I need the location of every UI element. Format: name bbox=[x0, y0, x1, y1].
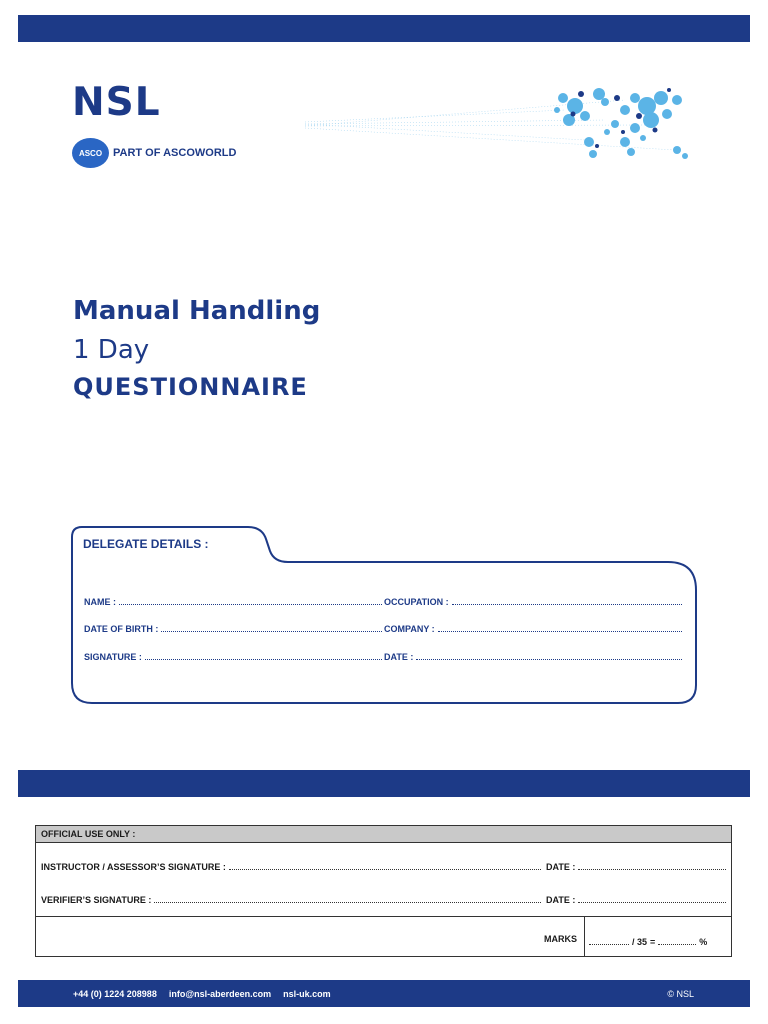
instructor-signature-field[interactable] bbox=[41, 862, 541, 872]
verifier-date-line[interactable] bbox=[578, 895, 726, 903]
footer-phone[interactable]: +44 (0) 1224 208988 bbox=[73, 988, 157, 999]
date-of-birth-label: DATE OF BIRTH : bbox=[84, 624, 159, 634]
footer-bar bbox=[18, 980, 750, 1007]
name-field[interactable] bbox=[84, 597, 382, 607]
delegate-details-frame bbox=[70, 525, 700, 705]
marks-total: / 35 bbox=[632, 937, 648, 947]
marks-separator bbox=[584, 916, 585, 957]
verifier-signature-label: VERIFIER’S SIGNATURE : bbox=[41, 895, 152, 905]
date-field[interactable] bbox=[384, 652, 682, 662]
verifier-signature-field[interactable] bbox=[41, 895, 541, 905]
marks-equals: = bbox=[650, 937, 656, 947]
marks-divider bbox=[36, 916, 731, 917]
world-map-icon bbox=[305, 80, 700, 175]
signature-field[interactable] bbox=[84, 652, 382, 662]
company-field[interactable] bbox=[384, 624, 682, 634]
footer-email[interactable]: info@nsl-aberdeen.com bbox=[168, 988, 272, 999]
signature-label: SIGNATURE : bbox=[84, 652, 142, 662]
nsl-logo: NSL bbox=[72, 80, 161, 125]
middle-banner bbox=[18, 770, 750, 797]
official-use-box bbox=[35, 825, 732, 957]
occupation-field[interactable] bbox=[384, 597, 682, 607]
name-label: NAME : bbox=[84, 597, 116, 607]
verifier-date-label: DATE : bbox=[546, 895, 576, 905]
marks-percent-line[interactable] bbox=[658, 937, 696, 945]
verifier-date-field[interactable] bbox=[546, 895, 726, 905]
occupation-line[interactable] bbox=[452, 597, 682, 605]
date-of-birth-field[interactable] bbox=[84, 624, 382, 634]
asco-tagline: PART OF ASCOWORLD bbox=[113, 147, 237, 159]
marks-percent-sign: % bbox=[699, 937, 708, 947]
instructor-date-line[interactable] bbox=[578, 862, 726, 870]
footer-website[interactable]: nsl-uk.com bbox=[283, 988, 331, 999]
course-duration: 1 Day bbox=[73, 335, 150, 365]
instructor-date-label: DATE : bbox=[546, 862, 576, 872]
date-label: DATE : bbox=[384, 652, 414, 662]
top-banner bbox=[18, 15, 750, 42]
instructor-signature-line[interactable] bbox=[229, 862, 541, 870]
date-line[interactable] bbox=[416, 652, 682, 660]
marks-score-field[interactable] bbox=[589, 937, 707, 947]
course-title: Manual Handling bbox=[73, 296, 321, 326]
footer-contact bbox=[73, 989, 331, 999]
name-line[interactable] bbox=[119, 597, 382, 605]
delegate-details-heading: DELEGATE DETAILS : bbox=[83, 537, 209, 551]
document-type: QUESTIONNAIRE bbox=[73, 373, 308, 401]
instructor-signature-label: INSTRUCTOR / ASSESSOR’S SIGNATURE : bbox=[41, 862, 226, 872]
company-line[interactable] bbox=[438, 624, 682, 632]
marks-label: MARKS bbox=[544, 934, 577, 944]
footer-copyright: © NSL bbox=[667, 988, 694, 999]
signature-line[interactable] bbox=[145, 652, 382, 660]
marks-score-line[interactable] bbox=[589, 937, 629, 945]
verifier-signature-line[interactable] bbox=[154, 895, 541, 903]
instructor-date-field[interactable] bbox=[546, 862, 726, 872]
asco-badge-icon: ASCO bbox=[72, 138, 109, 168]
occupation-label: OCCUPATION : bbox=[384, 597, 449, 607]
date-of-birth-line[interactable] bbox=[161, 624, 382, 632]
official-use-heading: OFFICIAL USE ONLY : bbox=[36, 826, 731, 843]
asco-logo bbox=[72, 138, 236, 168]
company-label: COMPANY : bbox=[384, 624, 435, 634]
